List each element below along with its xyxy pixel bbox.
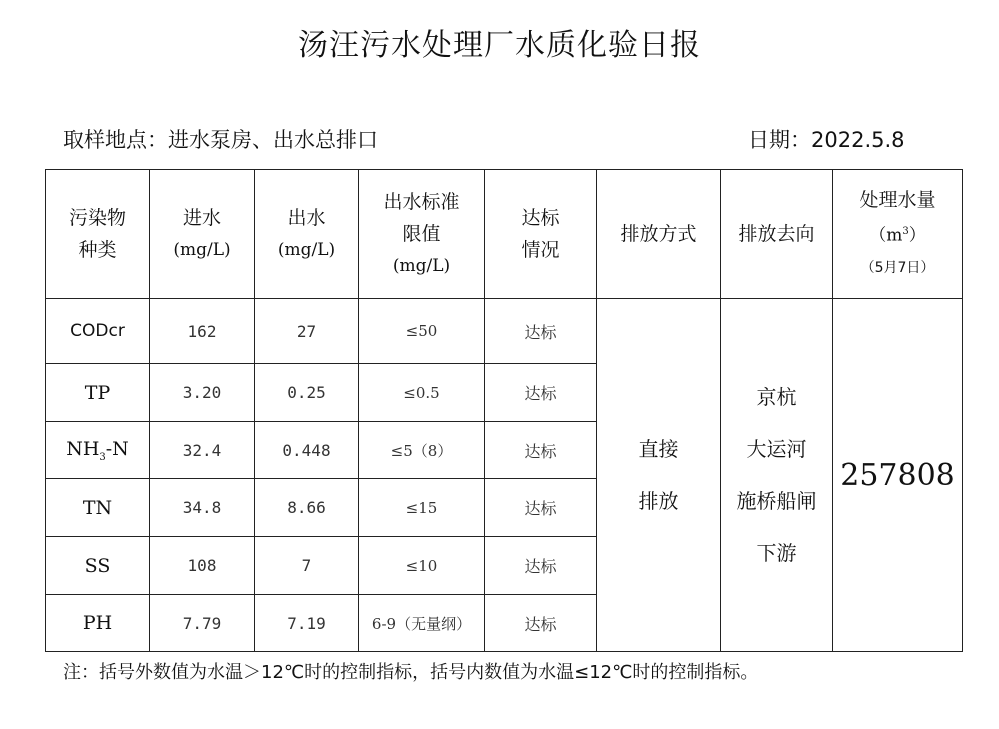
pollutant-name: SS [46, 537, 150, 595]
header-row [46, 170, 963, 299]
pollutant-name: $NH_3-N$ [46, 422, 150, 479]
report-title: 汤汪污水处理厂水质化验日报 [298, 28, 701, 63]
effluent-value: 0.25 [255, 364, 359, 422]
limit-value: ≤5（8） [359, 422, 485, 479]
effluent-value: 8.66 [255, 479, 359, 537]
header-status: 达标 情况 [485, 170, 597, 299]
discharge-dest-cell: 京杭 大运河 施桥船闸 下游 [721, 299, 833, 652]
table-row [46, 299, 963, 364]
influent-value: 3.20 [150, 364, 255, 422]
effluent-value: 7.19 [255, 595, 359, 652]
report-date: 日期：2022.5.8 [748, 128, 905, 152]
influent-value: 162 [150, 299, 255, 364]
effluent-value: 7 [255, 537, 359, 595]
sampling-location: 取样地点：进水泵房、出水总排口 [63, 128, 378, 152]
header-pollutant: 污染物 种类 [46, 170, 150, 299]
status-value: 达标 [485, 299, 597, 364]
limit-value: ≤50 [359, 299, 485, 364]
limit-value: ≤10 [359, 537, 485, 595]
status-value: 达标 [485, 364, 597, 422]
header-influent: 进水 (mg/L) [150, 170, 255, 299]
header-volume: 处理水量 $(m^3)$ （5月7日） [833, 170, 963, 299]
header-discharge-method: 排放方式 [597, 170, 721, 299]
treated-volume: 257808 [833, 299, 963, 652]
effluent-value: 0.448 [255, 422, 359, 479]
pollutant-name: TN [46, 479, 150, 537]
effluent-value: 27 [255, 299, 359, 364]
pollutant-name: PH [46, 595, 150, 652]
limit-value: ≤15 [359, 479, 485, 537]
pollutant-name: TP [46, 364, 150, 422]
water-quality-table [45, 169, 963, 652]
influent-value: 34.8 [150, 479, 255, 537]
influent-value: 7.79 [150, 595, 255, 652]
header-limit: 出水标准 限值 (mg/L) [359, 170, 485, 299]
influent-value: 32.4 [150, 422, 255, 479]
pollutant-name: CODcr [46, 299, 150, 364]
footnote: 注：括号外数值为水温＞12℃时的控制指标，括号内数值为水温≤12℃时的控制指标。 [63, 662, 759, 683]
influent-value: 108 [150, 537, 255, 595]
limit-value: 6-9（无量纲） [359, 595, 485, 652]
status-value: 达标 [485, 537, 597, 595]
status-value: 达标 [485, 422, 597, 479]
header-discharge-dest: 排放去向 [721, 170, 833, 299]
status-value: 达标 [485, 479, 597, 537]
header-effluent: 出水 (mg/L) [255, 170, 359, 299]
discharge-method-cell: 直接 排放 [597, 299, 721, 652]
limit-value: ≤0.5 [359, 364, 485, 422]
status-value: 达标 [485, 595, 597, 652]
